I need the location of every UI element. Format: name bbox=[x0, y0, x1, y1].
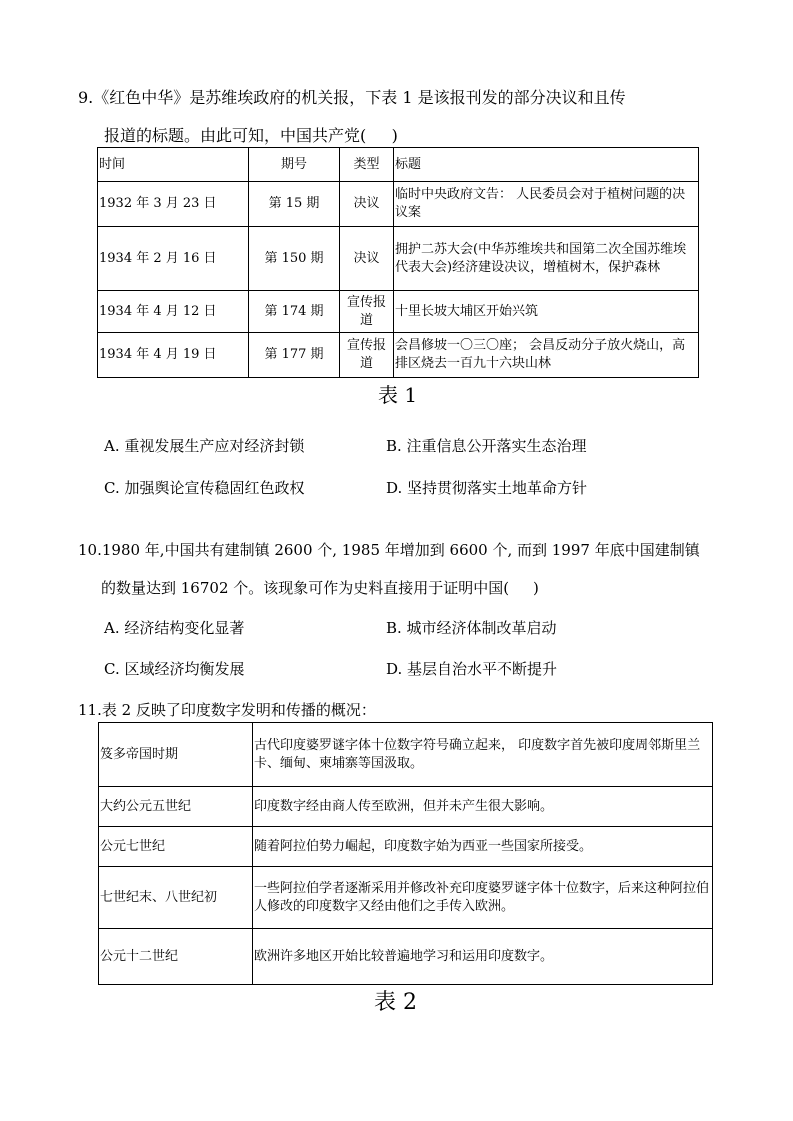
q9-option-c[interactable]: C. 加强舆论宣传稳固红色政权 bbox=[104, 479, 305, 497]
cell-description: 欧洲许多地区开始比较普遍地学习和运用印度数字。 bbox=[253, 929, 713, 985]
table-row bbox=[98, 182, 699, 227]
q10-option-d[interactable]: D. 基层自治水平不断提升 bbox=[386, 660, 558, 678]
cell-title: 十里长坡大埔区开始兴筑 bbox=[394, 291, 699, 333]
table-1-caption: 表 1 bbox=[378, 383, 418, 407]
table-row bbox=[99, 723, 713, 787]
cell-period: 公元七世纪 bbox=[99, 827, 253, 867]
q11-table bbox=[98, 722, 713, 985]
q9-stem-line2: 报道的标题。由此可知，中国共产党( ) bbox=[104, 126, 398, 145]
cell-description: 印度数字经由商人传至欧洲，但并未产生很大影响。 bbox=[253, 787, 713, 827]
cell-description: 一些阿拉伯学者逐渐采用并修改补充印度婆罗谜字体十位数字，后来这种阿拉伯人修改的印度数字又经由他们之手传入欧洲。 bbox=[253, 867, 713, 929]
q9-option-a[interactable]: A. 重视发展生产应对经济封锁 bbox=[104, 437, 305, 455]
q9-table bbox=[97, 147, 699, 378]
q10-stem-line2: 的数量达到 16702 个。该现象可作为史料直接用于证明中国( ) bbox=[101, 579, 539, 597]
cell-title: 会昌修坡一〇三〇座； 会昌反动分子放火烧山，高排区烧去一百九十六块山林 bbox=[394, 333, 699, 378]
table-header-row bbox=[98, 148, 699, 182]
cell-time: 1934 年 4 月 12 日 bbox=[98, 291, 249, 333]
cell-type: 宣传报道 bbox=[340, 291, 394, 333]
cell-title: 拥护二苏大会(中华苏维埃共和国第二次全国苏维埃代表大会)经济建设决议，增植树木，保护森林 bbox=[394, 227, 699, 291]
q11-stem: 11.表 2 反映了印度数字发明和传播的概况： bbox=[78, 701, 376, 719]
cell-description: 随着阿拉伯势力崛起，印度数字始为西亚一些国家所接受。 bbox=[253, 827, 713, 867]
table-row bbox=[98, 227, 699, 291]
cell-time: 1934 年 2 月 16 日 bbox=[98, 227, 249, 291]
table-row bbox=[99, 787, 713, 827]
header-cell-time: 时间 bbox=[98, 148, 249, 182]
cell-type: 决议 bbox=[340, 227, 394, 291]
table-2-caption: 表 2 bbox=[374, 990, 417, 1015]
cell-period: 笈多帝国时期 bbox=[99, 723, 253, 787]
q9-option-b[interactable]: B. 注重信息公开落实生态治理 bbox=[386, 437, 587, 455]
cell-time: 1932 年 3 月 23 日 bbox=[98, 182, 249, 227]
cell-time: 1934 年 4 月 19 日 bbox=[98, 333, 249, 378]
table-row bbox=[98, 333, 699, 378]
cell-period: 公元十二世纪 bbox=[99, 929, 253, 985]
q10-option-c[interactable]: C. 区域经济均衡发展 bbox=[104, 660, 245, 678]
q10-option-a[interactable]: A. 经济结构变化显著 bbox=[104, 619, 245, 637]
q9-option-d[interactable]: D. 坚持贯彻落实土地革命方针 bbox=[386, 479, 588, 497]
table-row bbox=[98, 291, 699, 333]
cell-issue: 第 177 期 bbox=[249, 333, 340, 378]
q10-stem-line1: 10.1980 年,中国共有建制镇 2600 个, 1985 年增加到 6600 个, 而到 1997 年底中国建制镇 bbox=[78, 541, 700, 559]
header-cell-title: 标题 bbox=[394, 148, 699, 182]
cell-issue: 第 174 期 bbox=[249, 291, 340, 333]
header-cell-type: 类型 bbox=[340, 148, 394, 182]
table-row bbox=[99, 867, 713, 929]
header-cell-issue: 期号 bbox=[249, 148, 340, 182]
table-row bbox=[99, 929, 713, 985]
cell-type: 决议 bbox=[340, 182, 394, 227]
q9-stem-line1: 9.《红色中华》是苏维埃政府的机关报，下表 1 是该报刊发的部分决议和且传 bbox=[78, 88, 626, 107]
cell-title: 临时中央政府文告： 人民委员会对于植树问题的决议案 bbox=[394, 182, 699, 227]
cell-issue: 第 150 期 bbox=[249, 227, 340, 291]
cell-period: 大约公元五世纪 bbox=[99, 787, 253, 827]
table-row bbox=[99, 827, 713, 867]
cell-issue: 第 15 期 bbox=[249, 182, 340, 227]
cell-period: 七世纪末、八世纪初 bbox=[99, 867, 253, 929]
cell-type: 宣传报道 bbox=[340, 333, 394, 378]
q10-option-b[interactable]: B. 城市经济体制改革启动 bbox=[386, 619, 557, 637]
cell-description: 古代印度婆罗谜字体十位数字符号确立起来， 印度数字首先被印度周邻斯里兰卡、缅甸、柬埔寨等国汲取。 bbox=[253, 723, 713, 787]
